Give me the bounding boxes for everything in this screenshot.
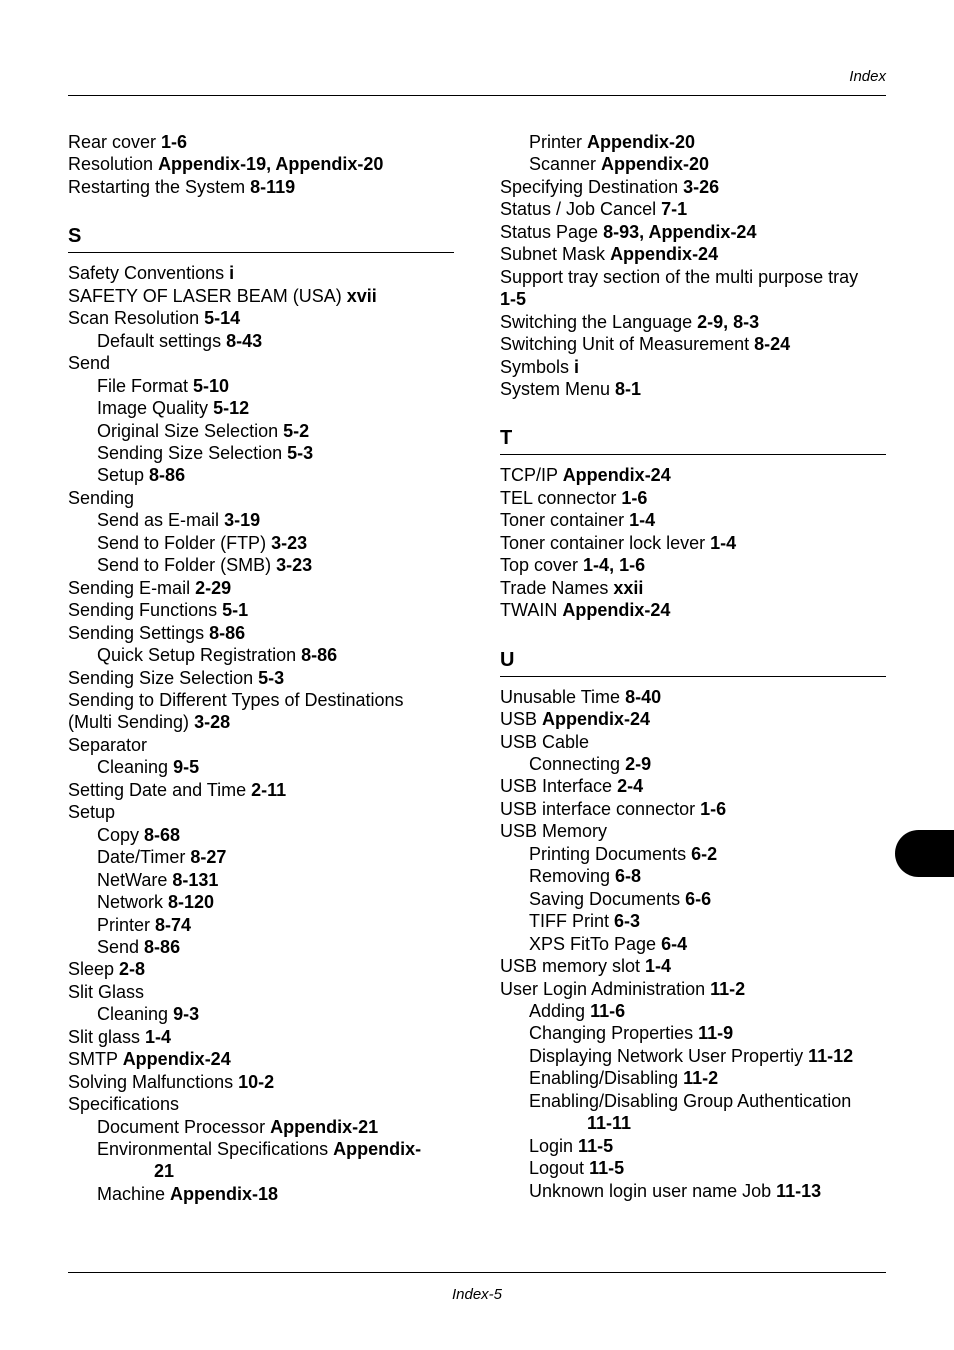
index-term: Environmental Specifications	[97, 1139, 334, 1160]
running-header: Index	[849, 68, 886, 85]
index-term: Cleaning	[97, 757, 174, 778]
index-term: Setup	[68, 802, 116, 823]
index-page-ref: 7-1	[661, 199, 688, 220]
index-entry	[500, 464, 886, 486]
index-page-ref: Appendix-	[333, 1139, 422, 1160]
index-entry	[68, 1093, 454, 1115]
index-entry	[68, 689, 454, 711]
chapter-thumb-tab	[895, 830, 954, 877]
index-term: Cleaning	[97, 1004, 174, 1025]
index-term: File Format	[97, 375, 194, 396]
index-page-ref: Appendix-24	[122, 1049, 231, 1070]
index-entry	[68, 1183, 454, 1205]
index-term: Safety Conventions	[68, 263, 230, 284]
index-entry	[68, 936, 454, 958]
index-term: USB Cable	[500, 731, 590, 752]
index-term: Saving Documents	[529, 888, 686, 909]
index-term: System Menu	[500, 378, 616, 399]
index-entry	[68, 801, 454, 823]
index-entry	[68, 285, 454, 307]
index-entry	[68, 1116, 454, 1138]
index-entry	[500, 910, 886, 932]
index-entry	[500, 243, 886, 265]
index-term: Sending Size Selection	[68, 667, 259, 688]
index-term: Enabling/Disabling	[529, 1068, 684, 1089]
index-term: Toner container	[500, 510, 630, 531]
index-entry	[500, 288, 886, 310]
index-entry	[500, 153, 886, 175]
index-page-ref: 5-12	[213, 398, 250, 419]
index-term: Displaying Network User Propertiy	[529, 1045, 809, 1066]
index-term: Default settings	[97, 330, 227, 351]
index-term: USB	[500, 709, 543, 730]
index-term: Specifications	[68, 1094, 180, 1115]
index-page-ref: 8-120	[168, 892, 215, 913]
index-entry	[500, 775, 886, 797]
index-term: Date/Timer	[97, 847, 191, 868]
index-entry	[500, 577, 886, 599]
index-letter-heading: S	[68, 224, 454, 253]
index-term: Send	[97, 936, 145, 957]
index-term: Logout	[529, 1158, 590, 1179]
index-term: SMTP	[68, 1049, 123, 1070]
index-term: Image Quality	[97, 398, 214, 419]
index-page-ref: 8-27	[190, 847, 227, 868]
index-term: Toner container lock lever	[500, 532, 711, 553]
index-entry	[68, 779, 454, 801]
index-page-ref: 11-11	[587, 1113, 632, 1134]
index-page-ref: 2-9	[625, 753, 652, 774]
index-term: Send	[68, 353, 111, 374]
index-page-ref: Appendix-21	[270, 1116, 379, 1137]
index-entry	[500, 1000, 886, 1022]
index-entry	[500, 554, 886, 576]
index-page-ref: 5-10	[193, 375, 230, 396]
index-entry	[500, 708, 886, 730]
index-term: Sending Size Selection	[97, 442, 288, 463]
index-entry	[68, 734, 454, 756]
index-group-s	[68, 262, 454, 1205]
index-term: NetWare	[97, 869, 173, 890]
index-entry	[68, 1071, 454, 1093]
index-page-ref: 8-86	[149, 465, 186, 486]
index-entry	[68, 509, 454, 531]
index-term: Resolution	[68, 154, 159, 175]
index-page-ref: Appendix-24	[610, 244, 719, 265]
index-entry	[68, 487, 454, 509]
index-entry	[500, 532, 886, 554]
index-entry	[68, 622, 454, 644]
index-entry	[500, 753, 886, 775]
index-term: Connecting	[529, 753, 626, 774]
index-page-ref: 3-28	[194, 712, 231, 733]
index-entry	[68, 577, 454, 599]
index-letter-heading: U	[500, 648, 886, 677]
index-term: Specifying Destination	[500, 176, 684, 197]
index-page-ref: 3-26	[683, 176, 720, 197]
index-page-ref: 8-86	[209, 622, 246, 643]
index-term: Sending Functions	[68, 600, 223, 621]
index-entry	[500, 509, 886, 531]
index-page-ref: 6-2	[691, 843, 718, 864]
index-term: Original Size Selection	[97, 420, 284, 441]
index-term: SAFETY OF LASER BEAM (USA)	[68, 285, 347, 306]
index-column-right	[500, 131, 886, 1202]
index-entry	[500, 843, 886, 865]
index-term: Sending E-mail	[68, 577, 196, 598]
index-page-ref: 1-6	[621, 487, 648, 508]
index-term: USB Memory	[500, 821, 608, 842]
index-page-ref: 8-1	[615, 378, 642, 399]
index-term: XPS FitTo Page	[529, 933, 662, 954]
index-page-ref: 11-2	[683, 1068, 719, 1089]
index-page-ref: 2-8	[119, 959, 146, 980]
index-page-ref: 8-68	[144, 824, 181, 845]
index-term: Setting Date and Time	[68, 779, 252, 800]
index-group-u	[500, 686, 886, 1202]
index-term: Send to Folder (SMB)	[97, 555, 277, 576]
index-page-ref: i	[574, 356, 580, 377]
index-entry	[68, 307, 454, 329]
index-term: Sending Settings	[68, 622, 210, 643]
index-page-ref: Appendix-19, Appendix-20	[158, 154, 384, 175]
index-term: Trade Names	[500, 577, 614, 598]
index-entry	[500, 487, 886, 509]
index-entry	[500, 1112, 886, 1134]
index-term: Adding	[529, 1000, 591, 1021]
index-page-ref: 8-74	[155, 914, 192, 935]
index-entry	[500, 599, 886, 621]
index-entry	[68, 824, 454, 846]
index-term: Status Page	[500, 221, 604, 242]
index-page-ref: 8-40	[625, 686, 662, 707]
index-page-ref: 1-4	[629, 510, 656, 531]
index-term: Login	[529, 1135, 579, 1156]
index-term: Copy	[97, 824, 145, 845]
index-page-ref: 11-9	[698, 1023, 734, 1044]
index-entry	[500, 176, 886, 198]
index-term: Scan Resolution	[68, 308, 205, 329]
index-entry	[68, 1026, 454, 1048]
index-entry	[500, 820, 886, 842]
index-entry	[500, 1180, 886, 1202]
index-entry	[68, 420, 454, 442]
index-page-ref: 1-5	[500, 289, 527, 310]
index-entry	[68, 1003, 454, 1025]
index-entry	[500, 356, 886, 378]
page-number: Index-5	[451, 1286, 503, 1303]
index-entry	[68, 153, 454, 175]
index-page-ref: 1-6	[161, 132, 188, 152]
index-entry	[500, 686, 886, 708]
index-entry	[68, 464, 454, 486]
index-page-ref: Appendix-18	[170, 1183, 279, 1204]
index-page-ref: 8-119	[250, 176, 296, 197]
index-page-ref: i	[229, 263, 235, 284]
index-page-ref: 6-4	[661, 933, 688, 954]
index-page-ref: 8-43	[226, 330, 263, 351]
index-page-ref: xvii	[346, 285, 377, 306]
index-page-ref: 11-6	[590, 1000, 626, 1021]
index-entry	[68, 1048, 454, 1070]
index-page-ref: 11-2	[710, 978, 746, 999]
index-term: Rear cover	[68, 132, 162, 152]
footer-rule	[68, 1272, 886, 1273]
index-term: Network	[97, 892, 169, 913]
index-page-ref: 1-4, 1-6	[583, 555, 646, 576]
index-letter-heading: T	[500, 426, 886, 455]
index-term: (Multi Sending)	[68, 712, 195, 733]
index-entry	[68, 554, 454, 576]
index-entry	[68, 397, 454, 419]
index-entry	[68, 914, 454, 936]
index-entry	[68, 131, 454, 153]
index-entry	[68, 1160, 454, 1182]
index-entry	[500, 1135, 886, 1157]
index-entry	[500, 1090, 886, 1112]
index-entry	[500, 266, 886, 288]
index-page-ref: 3-23	[276, 555, 313, 576]
index-term: Send to Folder (FTP)	[97, 532, 272, 553]
index-entry	[68, 711, 454, 733]
index-term: Separator	[68, 734, 148, 755]
index-entry	[68, 891, 454, 913]
index-group-r-continued	[68, 131, 454, 198]
index-page-ref: 2-9, 8-3	[697, 311, 760, 332]
index-term: Status / Job Cancel	[500, 199, 662, 220]
index-term: Sending to Different Types of Destinations	[68, 689, 404, 710]
index-entry	[68, 1138, 454, 1160]
index-entry	[500, 865, 886, 887]
index-group-t	[500, 464, 886, 621]
index-page-ref: 5-3	[287, 442, 314, 463]
index-page-ref: 8-131	[172, 869, 219, 890]
index-term: Printer	[529, 132, 588, 152]
index-term: Switching the Language	[500, 311, 698, 332]
index-term: User Login Administration	[500, 978, 711, 999]
index-page-ref: 1-4	[145, 1026, 172, 1047]
index-entry	[68, 958, 454, 980]
index-page-ref: 11-12	[808, 1045, 854, 1066]
index-entry	[68, 262, 454, 284]
index-page-ref: 11-5	[589, 1158, 625, 1179]
index-term: Slit Glass	[68, 981, 145, 1002]
index-page-ref: 6-6	[685, 888, 712, 909]
index-entry	[500, 198, 886, 220]
index-entry	[500, 221, 886, 243]
header-rule	[68, 95, 886, 96]
index-page-ref: 10-2	[238, 1071, 275, 1092]
index-term: Switching Unit of Measurement	[500, 334, 755, 355]
index-term: Symbols	[500, 356, 575, 377]
index-entry	[500, 731, 886, 753]
index-term: Machine	[97, 1183, 171, 1204]
index-page-ref: 9-5	[173, 757, 200, 778]
index-term: Top cover	[500, 555, 584, 576]
index-term: TCP/IP	[500, 465, 563, 486]
index-term: Document Processor	[97, 1116, 271, 1137]
index-entry	[68, 176, 454, 198]
index-term: Quick Setup Registration	[97, 645, 302, 666]
index-page-ref: 6-8	[615, 866, 642, 887]
index-page-ref: 5-2	[283, 420, 310, 441]
index-term: Removing	[529, 866, 616, 887]
index-term: Sleep	[68, 959, 120, 980]
index-entry	[500, 1157, 886, 1179]
index-page-ref: 2-4	[617, 776, 644, 797]
index-page-ref: Appendix-20	[601, 154, 710, 175]
index-page-ref: 2-11	[251, 779, 287, 800]
index-term: Slit glass	[68, 1026, 146, 1047]
index-entry	[500, 131, 886, 153]
index-term: Unusable Time	[500, 686, 626, 707]
index-term: TWAIN	[500, 600, 563, 621]
index-page-ref: 21	[154, 1161, 175, 1182]
index-term: USB memory slot	[500, 956, 646, 977]
index-term: Sending	[68, 487, 135, 508]
index-term: Changing Properties	[529, 1023, 699, 1044]
index-term: Support tray section of the multi purpose tray	[500, 266, 859, 287]
index-entry	[68, 352, 454, 374]
index-page-ref: 1-4	[710, 532, 737, 553]
index-page-ref: Appendix-20	[587, 132, 696, 152]
index-entry	[500, 798, 886, 820]
index-page-ref: Appendix-24	[562, 465, 671, 486]
index-term: Restarting the System	[68, 176, 251, 197]
index-entry	[500, 311, 886, 333]
index-page-ref: 8-24	[754, 334, 791, 355]
index-term: TEL connector	[500, 487, 622, 508]
index-group-s-continued	[500, 131, 886, 400]
index-page-ref: 5-14	[204, 308, 241, 329]
index-term: Unknown login user name Job	[529, 1180, 777, 1201]
index-page-ref: 5-3	[258, 667, 285, 688]
index-page-ref: 3-19	[224, 510, 261, 531]
index-entry	[68, 756, 454, 778]
index-page-ref: xxii	[613, 577, 644, 598]
index-entry	[68, 375, 454, 397]
index-entry	[68, 981, 454, 1003]
index-entry	[68, 532, 454, 554]
index-page-ref: 11-13	[776, 1180, 822, 1201]
index-page-ref: 1-6	[700, 798, 727, 819]
index-term: Printer	[97, 914, 156, 935]
index-page-ref: 1-4	[645, 956, 672, 977]
index-entry	[500, 1045, 886, 1067]
index-page-ref: Appendix-24	[542, 709, 651, 730]
index-page-ref: 11-5	[578, 1135, 614, 1156]
index-entry	[500, 1067, 886, 1089]
index-entry	[68, 644, 454, 666]
index-term: Scanner	[529, 154, 602, 175]
index-page-ref: 5-1	[222, 600, 249, 621]
index-entry	[500, 888, 886, 910]
index-entry	[68, 599, 454, 621]
index-term: Solving Malfunctions	[68, 1071, 239, 1092]
index-entry	[500, 1022, 886, 1044]
index-page-ref: 3-23	[271, 532, 308, 553]
index-entry	[68, 330, 454, 352]
index-entry	[68, 667, 454, 689]
index-term: Subnet Mask	[500, 244, 611, 265]
index-entry	[500, 333, 886, 355]
index-page-ref: 8-86	[301, 645, 338, 666]
index-term: USB Interface	[500, 776, 618, 797]
index-term: Send as E-mail	[97, 510, 225, 531]
index-term: Enabling/Disabling Group Authentication	[529, 1090, 852, 1111]
index-entry	[500, 978, 886, 1000]
index-entry	[500, 378, 886, 400]
index-page-ref: 9-3	[173, 1004, 200, 1025]
index-entry	[500, 933, 886, 955]
index-term: TIFF Print	[529, 911, 614, 932]
index-page-ref: 8-86	[144, 936, 181, 957]
index-entry	[68, 869, 454, 891]
index-page-ref: 8-93, Appendix-24	[603, 221, 757, 242]
index-term: Setup	[97, 465, 150, 486]
index-page-ref: Appendix-24	[562, 600, 671, 621]
index-page-ref: 2-29	[195, 577, 232, 598]
index-entry	[500, 955, 886, 977]
index-column-left	[68, 131, 454, 1205]
index-term: Printing Documents	[529, 843, 692, 864]
index-term: USB interface connector	[500, 798, 701, 819]
index-page-ref: 6-3	[614, 911, 641, 932]
index-entry	[68, 442, 454, 464]
index-entry	[68, 846, 454, 868]
